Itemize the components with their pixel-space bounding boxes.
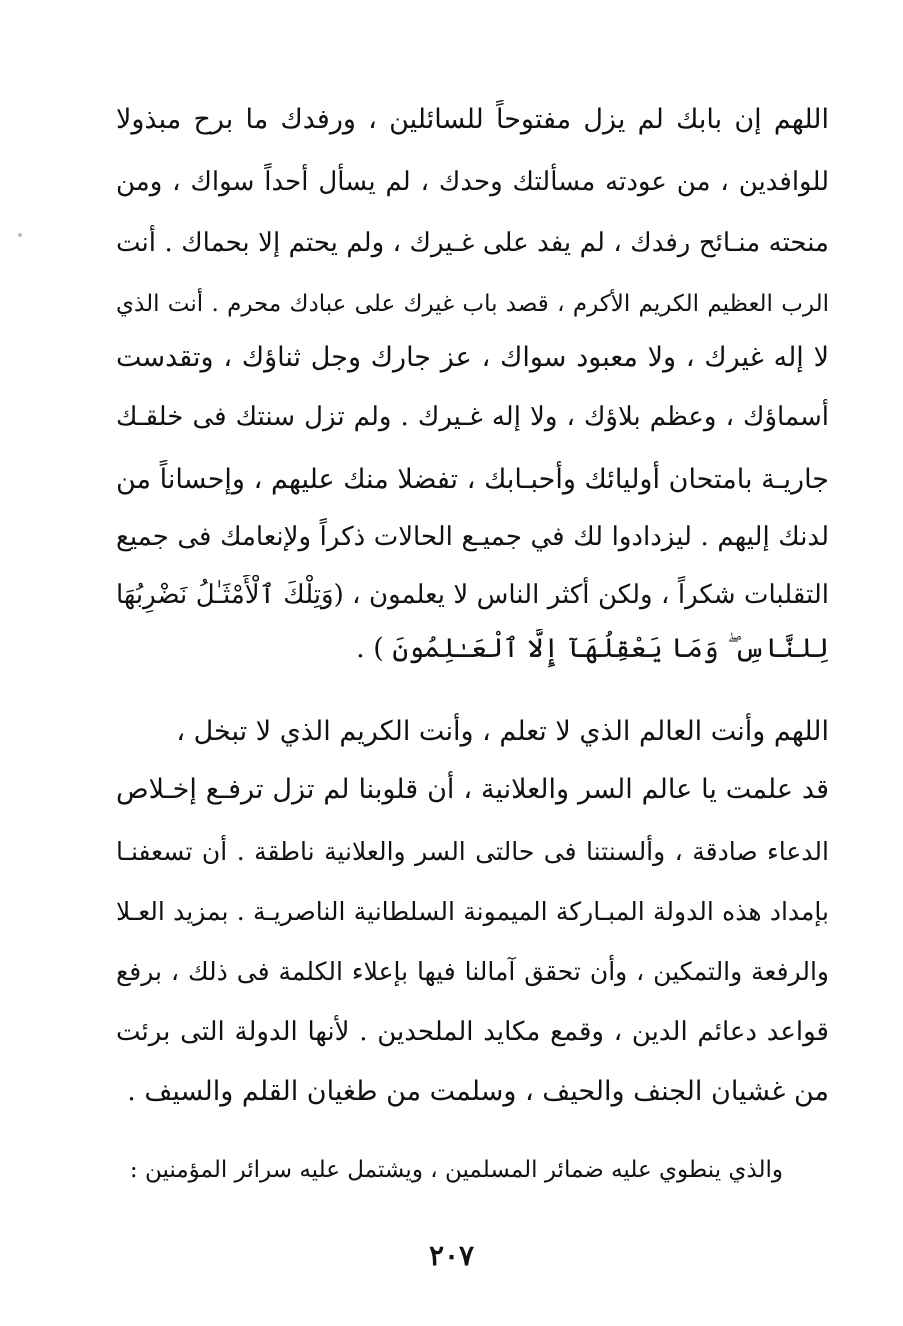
- text-line: اللهم إن بابك لم يزل مفتوحاً للسائلين ، ورفدك ما برح مبذولا: [116, 104, 829, 135]
- text-line: من غشيان الجنف والحيف ، وسلمت من طغيان القلم والسيف .: [127, 1076, 829, 1107]
- text-line: الدعاء صادقة ، وألسنتنا فى حالتى السر والعلانية ناطقة . أن تسعفنـا: [116, 837, 829, 866]
- text-line: قد علمت يا عالم السر والعلانية ، أن قلوبنا لم تزل ترفـع إخـلاص: [116, 774, 829, 805]
- text-line: أسماؤك ، وعظم بلاؤك ، ولا إله غـيرك . ولم تزل سنتك فى خلقـك: [116, 402, 829, 432]
- text-line: الرب العظيم الكريم الأكرم ، قصد باب غيرك على عبادك محرم . أنت الذي: [116, 291, 829, 317]
- text-line: جاريـة بامتحان أوليائك وأحبـابك ، تفضلا منك عليهم ، وإحساناً من: [116, 464, 829, 495]
- margin-speck: [18, 233, 22, 237]
- text-line: للوافدين ، من عودته مسألتك وحدك ، لم يسأل أحداً سواك ، ومن: [116, 167, 829, 197]
- text-line: لا إله غيرك ، ولا معبود سواك ، عز جارك وجل ثناؤك ، وتقدست: [116, 342, 829, 373]
- text-line: لدنك إليهم . ليزدادوا لك في جميـع الحالات ذكراً ولإنعامك فى جميع: [116, 522, 829, 552]
- quran-verse-line: التقلبات شكراً ، ولكن أكثر الناس لا يعلمون ، (وَتِلْكَ ٱلْأَمْثَـٰلُ نَضْرِبُهَا: [116, 580, 829, 610]
- text-line: بإمداد هذه الدولة المبـاركة الميمونة السلطانية الناصريـة . بمزيد العـلا: [116, 897, 829, 926]
- page-number: ٢٠٧: [428, 1239, 475, 1272]
- text-line: اللهم وأنت العالم الذي لا تعلم ، وأنت الكريم الذي لا تبخل ،: [176, 716, 829, 747]
- text-line: منحته منـائح رفدك ، لم يفد على غـيرك ، ولم يحتم إلا بحماك . أنت: [116, 228, 829, 258]
- text-line: والرفعة والتمكين ، وأن تحقق آمالنا فيها بإعلاء الكلمة فى ذلك ، برفع: [116, 957, 829, 986]
- quran-verse-line: لِلنَّاسِ ۖ وَمَا يَعْقِلُهَآ إِلَّا ٱلْعَـٰلِمُونَ ) .: [356, 633, 829, 664]
- text-line: قواعد دعائم الدين ، وقمع مكايد الملحدين . لأنها الدولة التى برئت: [116, 1017, 829, 1047]
- text-line: والذي ينطوي عليه ضمائر المسلمين ، ويشتمل عليه سرائر المؤمنين :: [129, 1157, 783, 1183]
